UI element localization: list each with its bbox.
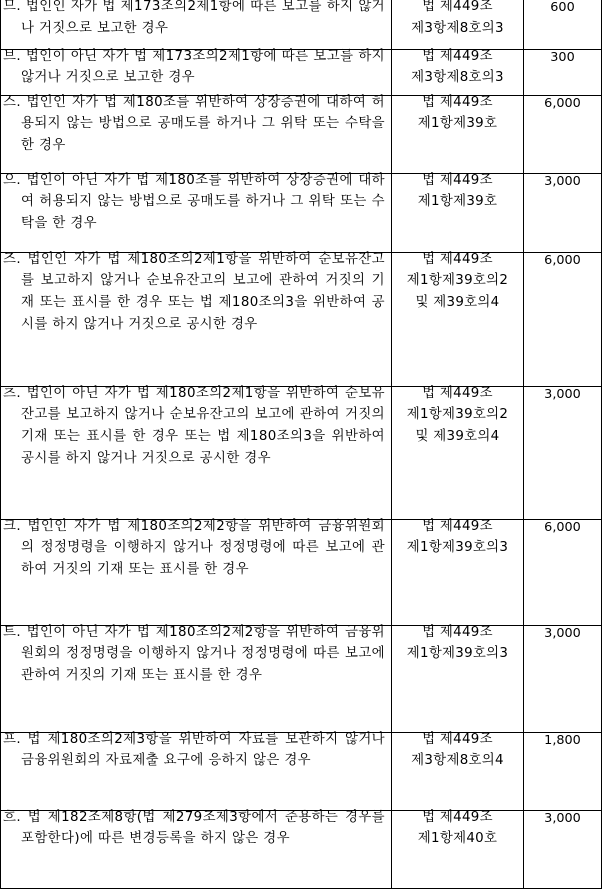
table-row [1, 519, 602, 625]
fine-cell [524, 625, 602, 732]
law-cell [392, 386, 524, 519]
law-cell [392, 810, 524, 888]
violation-description: 므. 법인인 자가 법 제173조의2제1항에 따른 보고를 하지 않거나 거짓으로 보고한 경우 [3, 0, 385, 36]
violation-description: 츠. 법인이 아닌 자가 법 제180조의2제1항을 위반하여 순보유잔고를 보고하지 않거나 순보유잔고의 보고에 관하여 거짓의 기재 또는 표시를 한 경우 또는 법 제180조의3을 위반하여 공시를 하지 않거나 거짓으로 공시한 경우 [3, 385, 385, 466]
law-reference: 법 제449조 제3항제8호의4 [411, 731, 504, 769]
law-cell [392, 49, 524, 95]
violation-description: 트. 법인이 아닌 자가 법 제180조의2제2항을 위반하여 금융위원회의 정정명령을 이행하지 않거나 정정명령에 따른 보고에 관하여 거짓의 기재 또는 표시를 한 경우 [3, 624, 385, 684]
fine-cell [524, 732, 602, 810]
violation-cell [1, 95, 392, 173]
table-row [1, 173, 602, 252]
law-reference: 법 제449조 제1항제39호의2 및 제39호의4 [406, 385, 509, 445]
law-cell [392, 252, 524, 386]
law-reference: 법 제449조 제1항제40호 [417, 809, 498, 847]
law-reference: 법 제449조 제1항제39호 [417, 94, 498, 132]
fine-cell [524, 386, 602, 519]
violation-cell [1, 252, 392, 386]
table-row [1, 252, 602, 386]
law-cell [392, 519, 524, 625]
fine-amount: 3,000 [544, 386, 581, 402]
table-row [1, 0, 602, 49]
law-cell [392, 0, 524, 49]
fine-amount: 300 [550, 49, 575, 65]
violation-description: 스. 법인인 자가 법 제180조를 위반하여 상장증권에 대하여 허용되지 않는 방법으로 공매도를 하거나 그 위탁 또는 수탁을 한 경우 [3, 94, 385, 154]
table-row [1, 95, 602, 173]
table-row [1, 49, 602, 95]
law-cell [392, 732, 524, 810]
violation-cell [1, 625, 392, 732]
law-reference: 법 제449조 제1항제39호의3 [406, 624, 509, 662]
violation-description: 즈. 법인인 자가 법 제180조의2제1항을 위반하여 순보유잔고를 보고하지 않거나 순보유잔고의 보고에 관하여 거짓의 기재 또는 표시를 한 경우 또는 법 제180조의3을 위반하여 공시를 하지 않거나 거짓으로 공시한 경우 [3, 251, 385, 332]
violation-description: 흐. 법 제182조제8항(법 제279조제3항에서 준용하는 경우를 포함한다)에 따른 변경등록을 하지 않은 경우 [3, 809, 385, 847]
violation-cell [1, 0, 392, 49]
fine-amount: 3,000 [544, 810, 581, 826]
fine-cell [524, 49, 602, 95]
violation-cell [1, 49, 392, 95]
violation-description: 으. 법인이 아닌 자가 법 제180조를 위반하여 상장증권에 대하여 허용되지 않는 방법으로 공매도를 하거나 그 위탁 또는 수탁을 한 경우 [3, 172, 385, 232]
violation-cell [1, 386, 392, 519]
fine-amount: 3,000 [544, 173, 581, 189]
law-reference: 법 제449조 제3항제8호의3 [411, 48, 504, 86]
table-row [1, 810, 602, 888]
table-row [1, 625, 602, 732]
law-reference: 법 제449조 제3항제8호의3 [411, 0, 504, 36]
table-row [1, 386, 602, 519]
violation-description: 크. 법인인 자가 법 제180조의2제2항을 위반하여 금융위원회의 정정명령을 이행하지 않거나 정정명령에 따른 보고에 관하여 거짓의 기재 또는 표시를 한 경우 [3, 518, 385, 578]
fine-cell [524, 95, 602, 173]
fine-amount: 6,000 [544, 252, 581, 268]
law-reference: 법 제449조 제1항제39호의2 및 제39호의4 [406, 251, 509, 311]
fine-cell [524, 252, 602, 386]
fine-amount: 600 [550, 0, 575, 15]
violation-cell [1, 732, 392, 810]
fine-cell [524, 173, 602, 252]
fine-cell [524, 810, 602, 888]
law-reference: 법 제449조 제1항제39호 [417, 172, 498, 210]
table-row [1, 732, 602, 810]
violation-cell [1, 173, 392, 252]
violation-description: 브. 법인이 아닌 자가 법 제173조의2제1항에 따른 보고를 하지 않거나 거짓으로 보고한 경우 [3, 48, 385, 86]
fine-amount: 1,800 [544, 732, 581, 748]
law-cell [392, 173, 524, 252]
fine-cell [524, 0, 602, 49]
law-reference: 법 제449조 제1항제39호의3 [406, 518, 509, 556]
fine-amount: 6,000 [544, 95, 581, 111]
fine-amount: 6,000 [544, 519, 581, 535]
fine-amount: 3,000 [544, 625, 581, 641]
violation-description: 프. 법 제180조의2제3항을 위반하여 자료를 보관하지 않거나 금융위원회의 자료제출 요구에 응하지 않은 경우 [3, 731, 385, 769]
violation-cell [1, 810, 392, 888]
law-cell [392, 625, 524, 732]
fine-cell [524, 519, 602, 625]
law-cell [392, 95, 524, 173]
violation-cell [1, 519, 392, 625]
